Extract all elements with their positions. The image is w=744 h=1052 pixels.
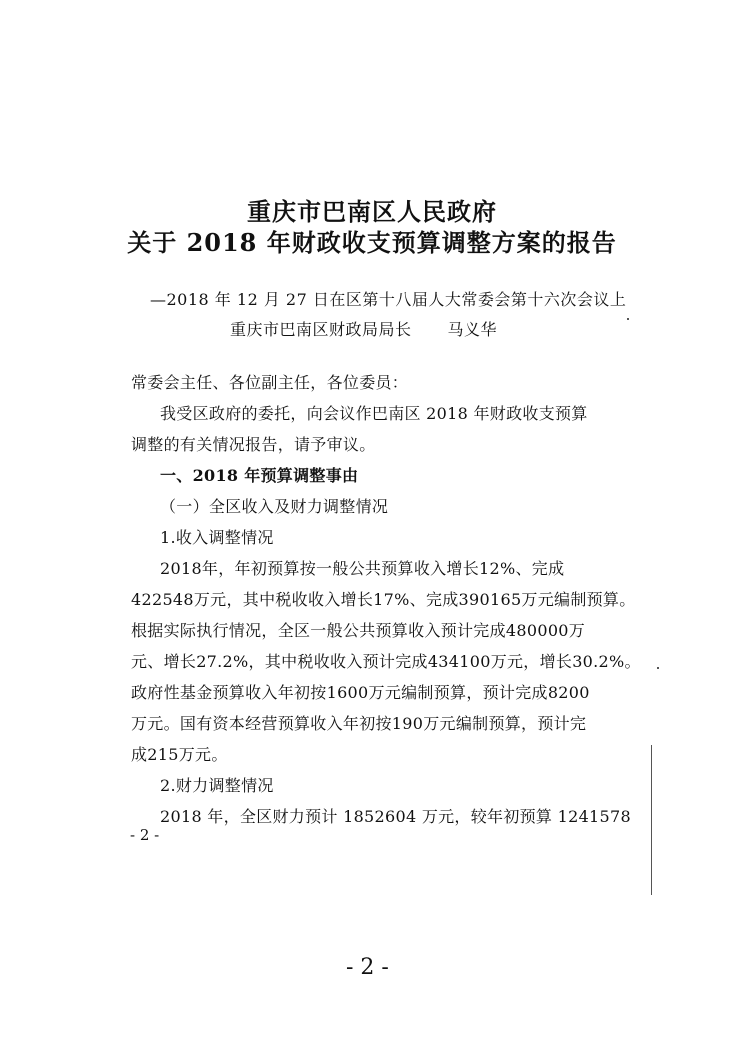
paragraph-1-line: 422548万元，其中税收收入增长17%、完成390165万元编制预算。 <box>131 590 636 609</box>
scan-line-artifact <box>651 745 652 895</box>
paragraph-1-line: 成215万元。 <box>131 745 228 764</box>
speaker-line <box>230 317 497 340</box>
document-title-line-2: 关于 2018 年财政收支预算调整方案的报告 <box>127 228 617 257</box>
item-heading-1: 1.收入调整情况 <box>160 528 274 547</box>
paragraph-1-line: 根据实际执行情况，全区一般公共预算收入预计完成480000万 <box>131 621 586 640</box>
speaker-name: 马义华 <box>447 320 498 339</box>
intro-line-2: 调整的有关情况报告，请予审议。 <box>131 435 376 454</box>
scan-dot-artifact <box>627 318 629 320</box>
paragraph-2-line: 2018 年，全区财力预计 1852604 万元，较年初预算 1241578 <box>160 807 631 826</box>
subsection-heading-1: （一）全区收入及财力调整情况 <box>160 497 389 516</box>
document-title-line-1: 重庆市巴南区人民政府 <box>247 197 497 226</box>
salutation: 常委会主任、各位副主任，各位委员： <box>131 373 409 392</box>
section-heading-1: 一、2018 年预算调整事由 <box>160 466 359 485</box>
meeting-info-line: —2018 年 12 月 27 日在区第十八届人大常委会第十六次会议上 <box>150 290 627 309</box>
speaker-role: 重庆市巴南区财政局局长 <box>230 320 412 339</box>
item-heading-2: 2.财力调整情况 <box>160 776 274 795</box>
paragraph-1-line: 万元。国有资本经营预算收入年初按190万元编制预算，预计完 <box>131 714 587 733</box>
intro-line-1: 我受区政府的委托，向会议作巴南区 2018 年财政收支预算 <box>160 404 588 423</box>
scan-dot-artifact <box>657 667 659 669</box>
paragraph-1-line: 2018年，年初预算按一般公共预算收入增长12%、完成 <box>160 559 565 578</box>
page-number-large: - 2 - <box>346 955 389 980</box>
paragraph-1-line: 政府性基金预算收入年初按1600万元编制预算，预计完成8200 <box>131 683 590 702</box>
paragraph-1-line: 元、增长27.2%，其中税收收入预计完成434100万元，增长30.2%。 <box>131 652 641 671</box>
page-number-small: - 2 - <box>130 826 160 844</box>
